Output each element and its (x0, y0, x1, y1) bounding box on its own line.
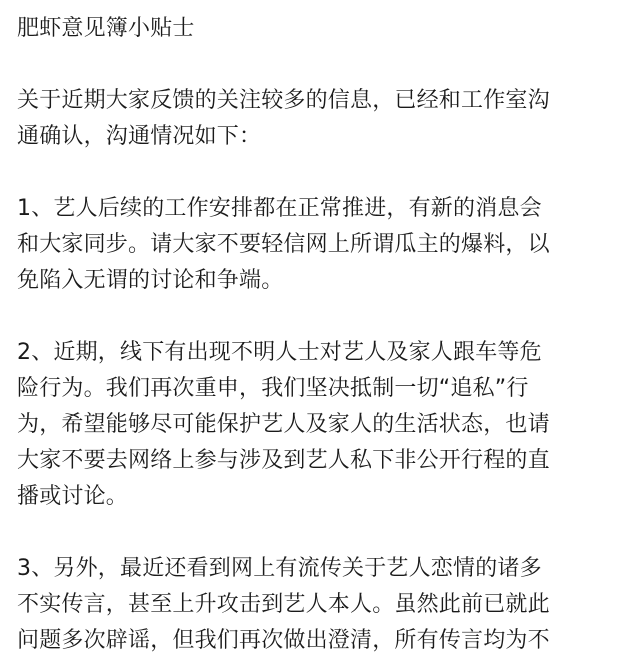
paragraph-gap (17, 299, 623, 335)
point1-line: 免陷入无谓的讨论和争端。 (17, 268, 284, 293)
post-body (17, 11, 623, 659)
point2-line: 播或讨论。 (17, 484, 129, 509)
intro-line: 通确认，沟通情况如下： (17, 124, 262, 149)
point2-line: 为，希望能够尽可能保护艺人及家人的生活状态，也请 (17, 412, 550, 437)
point2-line: 大家不要去网络上参与涉及到艺人私下非公开行程的直 (17, 448, 550, 473)
post-title: 肥虾意见簿小贴士 (17, 16, 195, 41)
point3-line: 不实传言，甚至上升攻击到艺人本人。虽然此前已就此 (17, 592, 550, 617)
paragraph-gap (17, 155, 623, 191)
point1-line: 1、艺人后续的工作安排都在正常推进，有新的消息会 (17, 196, 542, 221)
intro-line: 关于近期大家反馈的关注较多的信息，已经和工作室沟 (17, 88, 550, 113)
point3-line: 3、另外，最近还看到网上有流传关于艺人恋情的诸多 (17, 556, 542, 581)
paragraph-gap (17, 515, 623, 551)
paragraph-gap (17, 47, 623, 83)
point2-line: 险行为。我们再次重申，我们坚决抵制一切“追私”行 (17, 376, 529, 401)
point3-line: 问题多次辟谣，但我们再次做出澄清，所有传言均为不 (17, 628, 550, 653)
point2-line: 2、近期，线下有出现不明人士对艺人及家人跟车等危 (17, 340, 542, 365)
point1-line: 和大家同步。请大家不要轻信网上所谓瓜主的爆料，以 (17, 232, 550, 257)
